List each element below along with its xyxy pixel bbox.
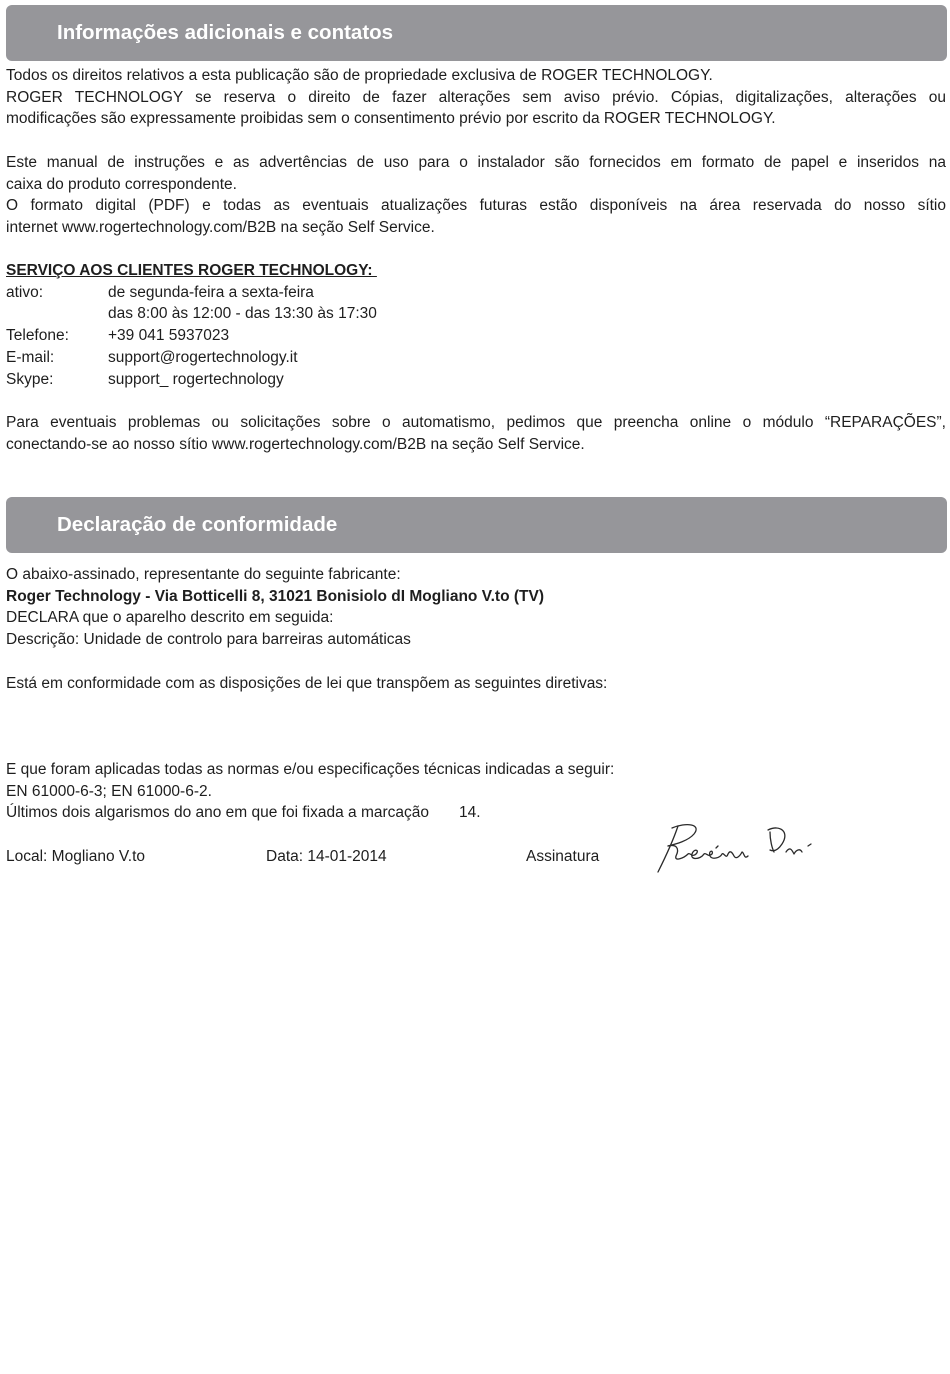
undersigned-line: O abaixo-assinado, representante do seguinte fabricante: <box>6 566 401 583</box>
description-line: Descrição: Unidade de controlo para barreiras automáticas <box>6 631 411 649</box>
digital-line: internet www.rogertechnology.com/B2B na seção Self Service. <box>6 219 435 237</box>
service-hours-row <box>6 282 946 304</box>
skype-value: support_ rogertechnology <box>108 370 284 388</box>
repairs-line: conectando-se ao nosso sítio www.rogertechnology.com/B2B na seção Self Service. <box>6 435 585 453</box>
email-value: support@rogertechnology.it <box>108 348 298 366</box>
section-header-contacts <box>6 5 947 61</box>
active-hours: das 8:00 às 12:00 - das 13:30 às 17:30 <box>108 305 377 323</box>
signature-label: Assinatura <box>526 848 600 865</box>
norms-intro: E que foram aplicadas todas as normas e/ou especificações técnicas indicadas a seguir: <box>6 761 615 778</box>
manual-paragraph <box>6 152 946 239</box>
phone-row <box>6 325 946 347</box>
skype-label: Skype: <box>6 370 54 388</box>
declaration-block <box>6 564 946 694</box>
rights-line: modificações são expressamente proibidas sem o consentimento prévio por escrito da ROGER TECHNOLOGY. <box>6 110 776 128</box>
repairs-line: Para eventuais problemas ou solicitações sobre o automatismo, pedimos que preencha online o módulo “REPARAÇÕES”, <box>6 414 946 431</box>
section-title: Informações adicionais e contatos <box>57 21 394 44</box>
year-value: 14. <box>459 804 481 822</box>
skype-row <box>6 369 946 391</box>
rights-line: ROGER TECHNOLOGY se reserva o direito de fazer alterações sem aviso prévio. Cópias, digitalizações, alterações ou <box>6 88 946 106</box>
active-label: ativo: <box>6 283 44 301</box>
empty-label <box>6 303 108 325</box>
handwritten-signature <box>650 818 815 880</box>
year-label: Últimos dois algarismos do ano em que foi fixada a marcação <box>6 804 430 822</box>
manual-line: Este manual de instruções e as advertências de uso para o instalador são fornecidos em formato de papel e inseridos na <box>6 154 946 171</box>
conformity-line: Está em conformidade com as disposições de lei que transpõem as seguintes diretivas: <box>6 674 608 692</box>
blank-line <box>6 651 946 673</box>
email-label: E-mail: <box>6 348 55 366</box>
service-hours-row <box>6 303 946 325</box>
email-row <box>6 347 946 369</box>
section-title: Declaração de conformidade <box>57 513 338 536</box>
date-text: Data: 14-01-2014 <box>266 848 387 865</box>
active-days: de segunda-feira a sexta-feira <box>108 283 314 301</box>
declares-line: DECLARA que o aparelho descrito em seguida: <box>6 609 334 627</box>
phone-value: +39 041 5937023 <box>108 327 230 345</box>
norms-block <box>6 759 946 824</box>
place-text: Local: Mogliano V.to <box>6 848 146 865</box>
rights-line: Todos os direitos relativos a esta publicação são de propriedade exclusiva de ROGER TECHNOLOGY. <box>6 67 713 84</box>
customer-service-title: SERVIÇO AOS CLIENTES ROGER TECHNOLOGY: <box>6 262 377 279</box>
repairs-paragraph <box>6 412 946 455</box>
digital-line: O formato digital (PDF) e todas as eventuais atualizações futuras estão disponíveis na área reservada do nosso sítio <box>6 197 946 215</box>
rights-paragraph <box>6 65 946 130</box>
customer-service-block <box>6 260 946 390</box>
norms-list: EN 61000-6-3; EN 61000-6-2. <box>6 782 212 800</box>
manufacturer-line: Roger Technology - Via Botticelli 8, 31021 Bonisiolo dI Mogliano V.to (TV) <box>6 587 544 605</box>
phone-label: Telefone: <box>6 327 69 345</box>
section-header-conformity <box>6 497 947 553</box>
manual-line: caixa do produto correspondente. <box>6 175 237 193</box>
